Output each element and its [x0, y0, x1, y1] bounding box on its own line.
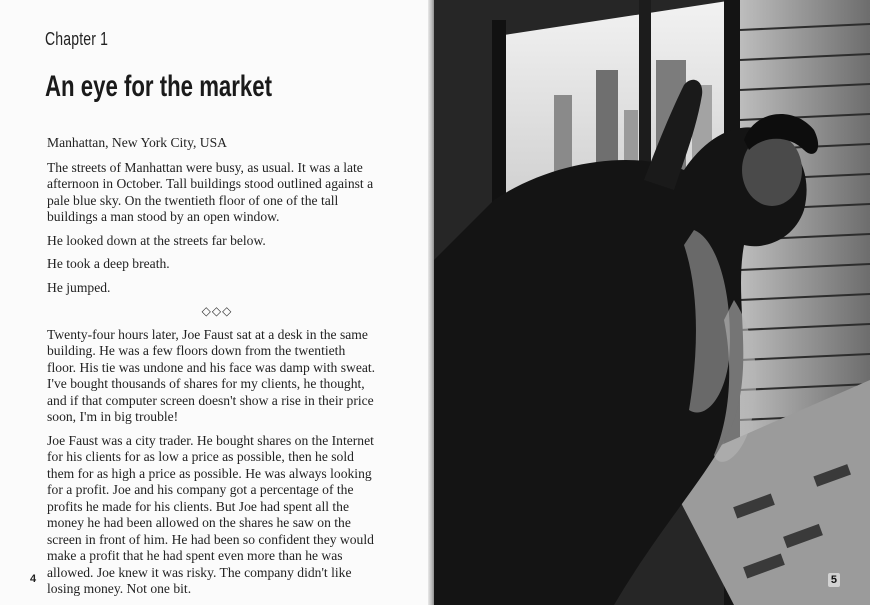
paragraph: Joe Faust was a city trader. He bought shares on the Internet for his clients for as low a price as possible, then he sold them for as high a price as possible. He was always looking for a profit. Joe and his company got a percentage of the profits he made for his clients. But Joe had spent all the money he had been allowed on the shares he saw on the screen in front of him. He had been so confident they would make a profit that he had spent even more than he was allowed. Joe knew it was risky. The company didn't like losing money. Not one bit.	[47, 432, 374, 596]
paragraph: Twenty-four hours later, Joe Faust sat at a desk in the same building. He was a few floors down from the twentieth floor. His tie was undone and his face was damp with sweat. I've bought thousands of shares for my clients, he thought, and if that computer screen doesn't show a rise in their price soon, I'm in big trouble!	[47, 326, 376, 424]
page-number-left: 4	[30, 573, 37, 585]
section-divider: ◇◇◇	[201, 304, 233, 318]
chapter-text	[47, 135, 377, 605]
paragraph: He took a deep breath.	[47, 256, 170, 271]
page-number-right: 5	[828, 573, 840, 587]
paragraph: He looked down at the streets far below.	[47, 232, 266, 248]
chapter-label: Chapter 1	[45, 29, 109, 49]
right-page	[434, 0, 870, 605]
paragraph: The streets of Manhattan were busy, as usual. It was a late afternoon in October. Tall buildings stood outlined against a pale blue sky. On the twentieth floor of one of the tall buildings a man stood by an open window.	[47, 159, 374, 224]
paragraph: He jumped.	[47, 279, 111, 295]
location-line: Manhattan, New York City, USA	[47, 135, 227, 150]
man-at-window-illustration	[434, 0, 870, 605]
chapter-title: An eye for the market	[45, 70, 273, 103]
left-page	[0, 0, 428, 605]
